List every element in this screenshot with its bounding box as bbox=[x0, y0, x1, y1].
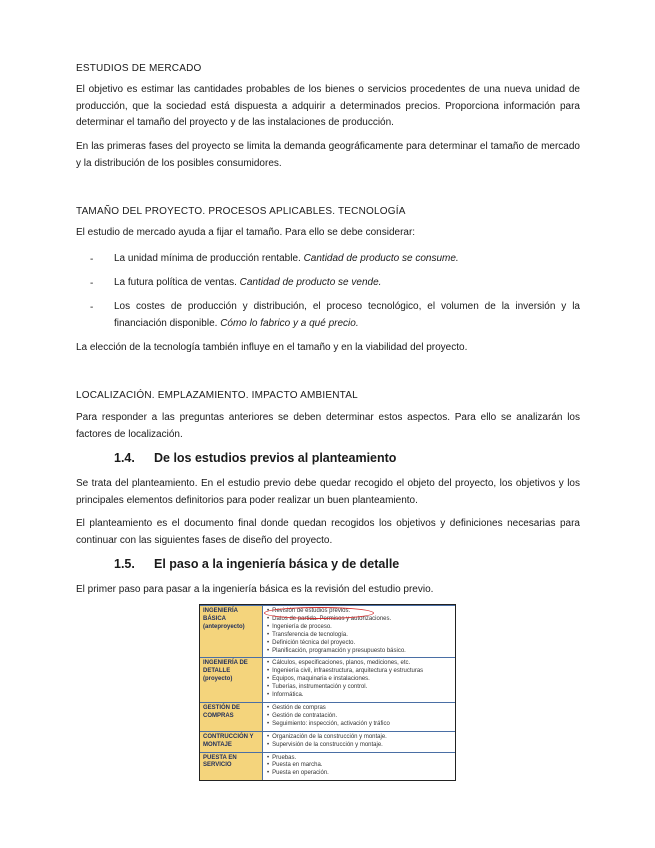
bullet-item-1 bbox=[114, 251, 580, 268]
bullet-item-3-text: Los costes de producción y distribución, el proceso tecnológico, el volumen de la inversión y la financiación disponible. bbox=[114, 301, 580, 329]
heading-estudios-mercado: ESTUDIOS DE MERCADO bbox=[76, 63, 202, 74]
list-item: • Puesta en operación. bbox=[267, 770, 451, 778]
table-row bbox=[200, 657, 455, 702]
bullet-item-2-emphasis: Cantidad de producto se vende. bbox=[239, 277, 382, 288]
section-number: 1.4. bbox=[114, 451, 135, 465]
paragraph-estudios-1: El objetivo es estimar las cantidades probables de los bienes o servicios procedentes de una nueva unidad de producción, que la sociedad está dispuesta a adquirir a determinados precios. Proporciona información para determinar el tamaño del proyecto y de las instalaciones de producción. bbox=[76, 84, 580, 128]
section-title: El paso a la ingeniería básica y de detalle bbox=[154, 557, 400, 571]
paragraph-tamano-intro: El estudio de mercado ayuda a fijar el tamaño. Para ello se debe considerar: bbox=[76, 227, 416, 238]
highlight-circle bbox=[264, 607, 374, 619]
bullet-item-2 bbox=[114, 275, 580, 292]
phase-items bbox=[263, 753, 455, 781]
list-item: • Ingeniería civil, infraestructura, arquitectura y estructuras bbox=[267, 668, 451, 676]
bullet-item-2-text: La futura política de ventas. bbox=[114, 277, 240, 288]
list-item: • Cálculos, especificaciones, planos, mediciones, etc. bbox=[267, 660, 451, 668]
section-number: 1.5. bbox=[114, 557, 135, 571]
engineering-phases-table bbox=[199, 604, 456, 781]
paragraph-s14-1: Se trata del planteamiento. En el estudio previo debe quedar recogido el objeto del proyecto, los objetivos y los principales elementos definitorios para poder realizar un buen planteamiento. bbox=[76, 478, 580, 506]
paragraph-tamano-closing: La elección de la tecnología también influye en el tamaño y en la viabilidad del proyecto. bbox=[76, 342, 468, 353]
list-item: • Definición técnica del proyecto. bbox=[267, 640, 451, 648]
list-item: • Supervisión de la construcción y montaje. bbox=[267, 742, 451, 750]
list-item: • Puesta en marcha. bbox=[267, 762, 451, 770]
bullet-marker: - bbox=[90, 302, 94, 313]
bullet-item-3-emphasis: Cómo lo fabrico y a qué precio. bbox=[220, 317, 359, 329]
phase-label: INGENIERÍA BÁSICA (anteproyecto) bbox=[200, 606, 263, 657]
phase-label: CONTRUCCIÓN Y MONTAJE bbox=[200, 732, 263, 752]
table-row bbox=[200, 731, 455, 752]
section-title: De los estudios previos al planteamiento bbox=[154, 451, 397, 465]
list-item: • Ingeniería de proceso. bbox=[267, 624, 451, 632]
list-item: • Revisión de estudios previos. bbox=[267, 608, 451, 616]
list-item: • Tuberías, instrumentación y control. bbox=[267, 684, 451, 692]
list-item: • Planificación, programación y presupuesto básico. bbox=[267, 648, 451, 656]
phase-label: GESTIÓN DE COMPRAS bbox=[200, 703, 263, 731]
phase-items bbox=[263, 703, 455, 731]
bullet-item-1-text: La unidad mínima de producción rentable. bbox=[114, 253, 304, 264]
heading-tamano-proyecto: TAMAÑO DEL PROYECTO. PROCESOS APLICABLES. TECNOLOGÍA bbox=[76, 206, 406, 217]
paragraph-s14-2: El planteamiento es el documento final donde quedan recogidos los objetivos y definiciones necesarias para continuar con las siguientes fases de diseño del proyecto. bbox=[76, 518, 580, 546]
list-item: • Gestión de compras bbox=[267, 705, 451, 713]
list-item: • Transferencia de tecnología. bbox=[267, 632, 451, 640]
bullet-item-1-emphasis: Cantidad de producto se consume. bbox=[303, 253, 459, 264]
list-item: • Organización de la construcción y montaje. bbox=[267, 734, 451, 742]
list-item: • Informática. bbox=[267, 692, 451, 700]
phase-items bbox=[263, 658, 455, 702]
list-item: • Seguimiento: inspección, activación y tráfico bbox=[267, 721, 451, 729]
table-row bbox=[200, 752, 455, 781]
list-item: • Datos de partida. Permisos y autorizaciones. bbox=[267, 616, 451, 624]
list-item: • Pruebas. bbox=[267, 755, 451, 763]
bullet-marker: - bbox=[90, 254, 94, 265]
paragraph-estudios-2: En las primeras fases del proyecto se limita la demanda geográficamente para determinar el tamaño de mercado y la distribución de los posibles consumidores. bbox=[76, 141, 580, 169]
phase-items bbox=[263, 732, 455, 752]
bullet-item-3 bbox=[114, 299, 580, 332]
phase-label: PUESTA EN SERVICIO bbox=[200, 753, 263, 781]
phase-label: INGENIERÍA DE DETALLE (proyecto) bbox=[200, 658, 263, 702]
bullet-marker: - bbox=[90, 278, 94, 289]
list-item: • Gestión de contratación. bbox=[267, 713, 451, 721]
paragraph-localizacion: Para responder a las preguntas anteriores se deben determinar estos aspectos. Para ello se analizarán los factores de localización. bbox=[76, 412, 580, 440]
list-item: • Equipos, maquinaria e instalaciones. bbox=[267, 676, 451, 684]
table-row bbox=[200, 702, 455, 731]
heading-localizacion: LOCALIZACIÓN. EMPLAZAMIENTO. IMPACTO AMBIENTAL bbox=[76, 390, 358, 401]
paragraph-s15-1: El primer paso para pasar a la ingeniería básica es la revisión del estudio previo. bbox=[76, 584, 434, 595]
